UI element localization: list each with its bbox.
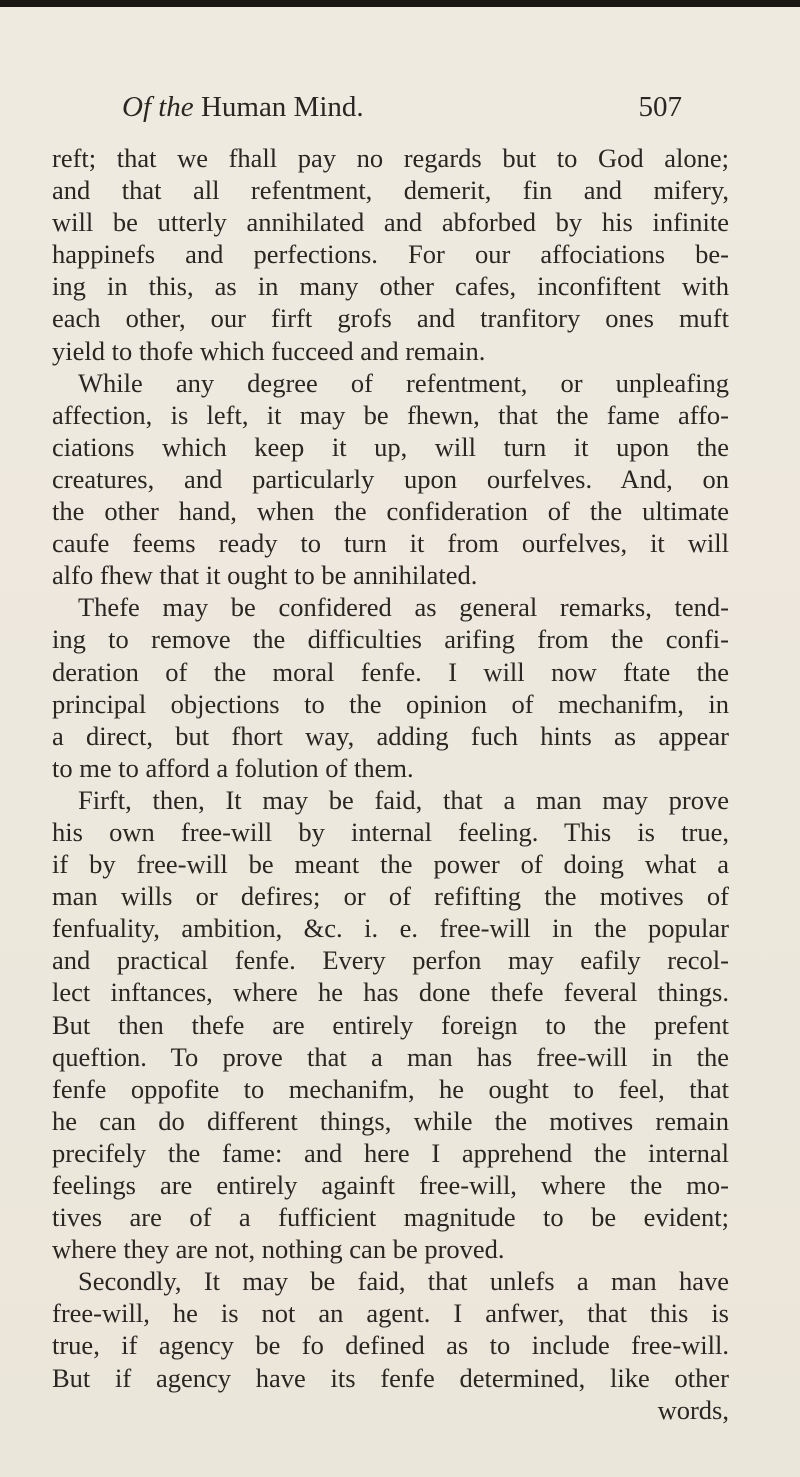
text-line: queftion. To prove that a man has free-will in the bbox=[52, 1041, 729, 1072]
page-number: 507 bbox=[638, 91, 682, 123]
text-line: and practical fenfe. Every perfon may eafily recol- bbox=[52, 945, 729, 976]
text-line: principal objections to the opinion of mechanifm, in bbox=[52, 688, 729, 719]
text-line: a direct, but fhort way, adding fuch hints as appear bbox=[52, 720, 729, 751]
text-line: creatures, and particularly upon ourfelves. And, on bbox=[52, 463, 729, 494]
text-line: reft; that we fhall pay no regards but to God alone; bbox=[52, 143, 729, 173]
text-line: fenfuality, ambition, &c. i. e. free-will in the popular bbox=[52, 913, 729, 944]
text-line: While any degree of refentment, or unpleafing bbox=[78, 367, 729, 398]
text-line: deration of the moral fenfe. I will now ftate the bbox=[52, 656, 729, 687]
text-line: will be utterly annihilated and abforbed by his infinite bbox=[52, 207, 729, 238]
text-line: free-will, he is not an agent. I anfwer, that this is bbox=[52, 1298, 729, 1329]
book-page bbox=[0, 7, 800, 1477]
text-line: caufe feems ready to turn it from ourfelves, it will bbox=[52, 528, 729, 559]
text-line: Secondly, It may be faid, that unlefs a man have bbox=[78, 1266, 729, 1297]
text-line: Firft, then, It may be faid, that a man may prove bbox=[78, 784, 729, 815]
text-line: feelings are entirely againft free-will, where the mo- bbox=[52, 1170, 729, 1200]
text-line: But then thefe are entirely foreign to the prefent bbox=[52, 1009, 729, 1040]
running-head-title: Human Mind. bbox=[193, 91, 364, 123]
running-head bbox=[122, 87, 364, 127]
text-line: if by free-will be meant the power of doing what a bbox=[52, 849, 729, 880]
text-line: tives are of a fufficient magnitude to be evident; bbox=[52, 1202, 729, 1233]
text-line: where they are not, nothing can be proved. bbox=[52, 1234, 505, 1265]
text-line: the other hand, when the confideration of the ultimate bbox=[52, 496, 729, 527]
text-line: each other, our firft grofs and tranfitory ones muft bbox=[52, 303, 729, 334]
catchword: words, bbox=[657, 1394, 729, 1425]
text-line: ing to remove the difficulties arifing from the confi- bbox=[52, 624, 729, 655]
text-line: happinefs and perfections. For our affociations be- bbox=[52, 239, 729, 270]
body-text bbox=[52, 142, 729, 1426]
text-line: true, if agency be fo defined as to include free-will. bbox=[52, 1330, 729, 1361]
text-line: lect inftances, where he has done thefe feveral things. bbox=[52, 977, 729, 1008]
page-top-edge bbox=[0, 0, 800, 7]
text-line: ing in this, as in many other cafes, inconfiftent with bbox=[52, 271, 729, 302]
text-line: Thefe may be confidered as general remarks, tend- bbox=[78, 592, 729, 623]
text-line: yield to thofe which fucceed and remain. bbox=[52, 335, 486, 366]
text-line: his own free-will by internal feeling. This is true, bbox=[52, 816, 729, 847]
text-line: man wills or defires; or of refifting the motives of bbox=[52, 881, 729, 912]
text-line: to me to afford a folution of them. bbox=[52, 752, 414, 783]
page-header bbox=[122, 87, 682, 127]
text-line: he can do different things, while the motives remain bbox=[52, 1105, 729, 1136]
text-line: ciations which keep it up, will turn it upon the bbox=[52, 431, 729, 462]
text-line: affection, is left, it may be fhewn, that the fame affo- bbox=[52, 399, 729, 430]
text-line: precifely the fame: and here I apprehend the internal bbox=[52, 1137, 729, 1168]
text-line: fenfe oppofite to mechanifm, he ought to feel, that bbox=[52, 1073, 729, 1104]
running-head-italic: Of the bbox=[122, 91, 194, 123]
text-line: But if agency have its fenfe determined, like other bbox=[52, 1362, 729, 1393]
text-line: and that all refentment, demerit, fin and mifery, bbox=[52, 175, 729, 206]
text-line: alfo fhew that it ought to be annihilated. bbox=[52, 560, 478, 591]
